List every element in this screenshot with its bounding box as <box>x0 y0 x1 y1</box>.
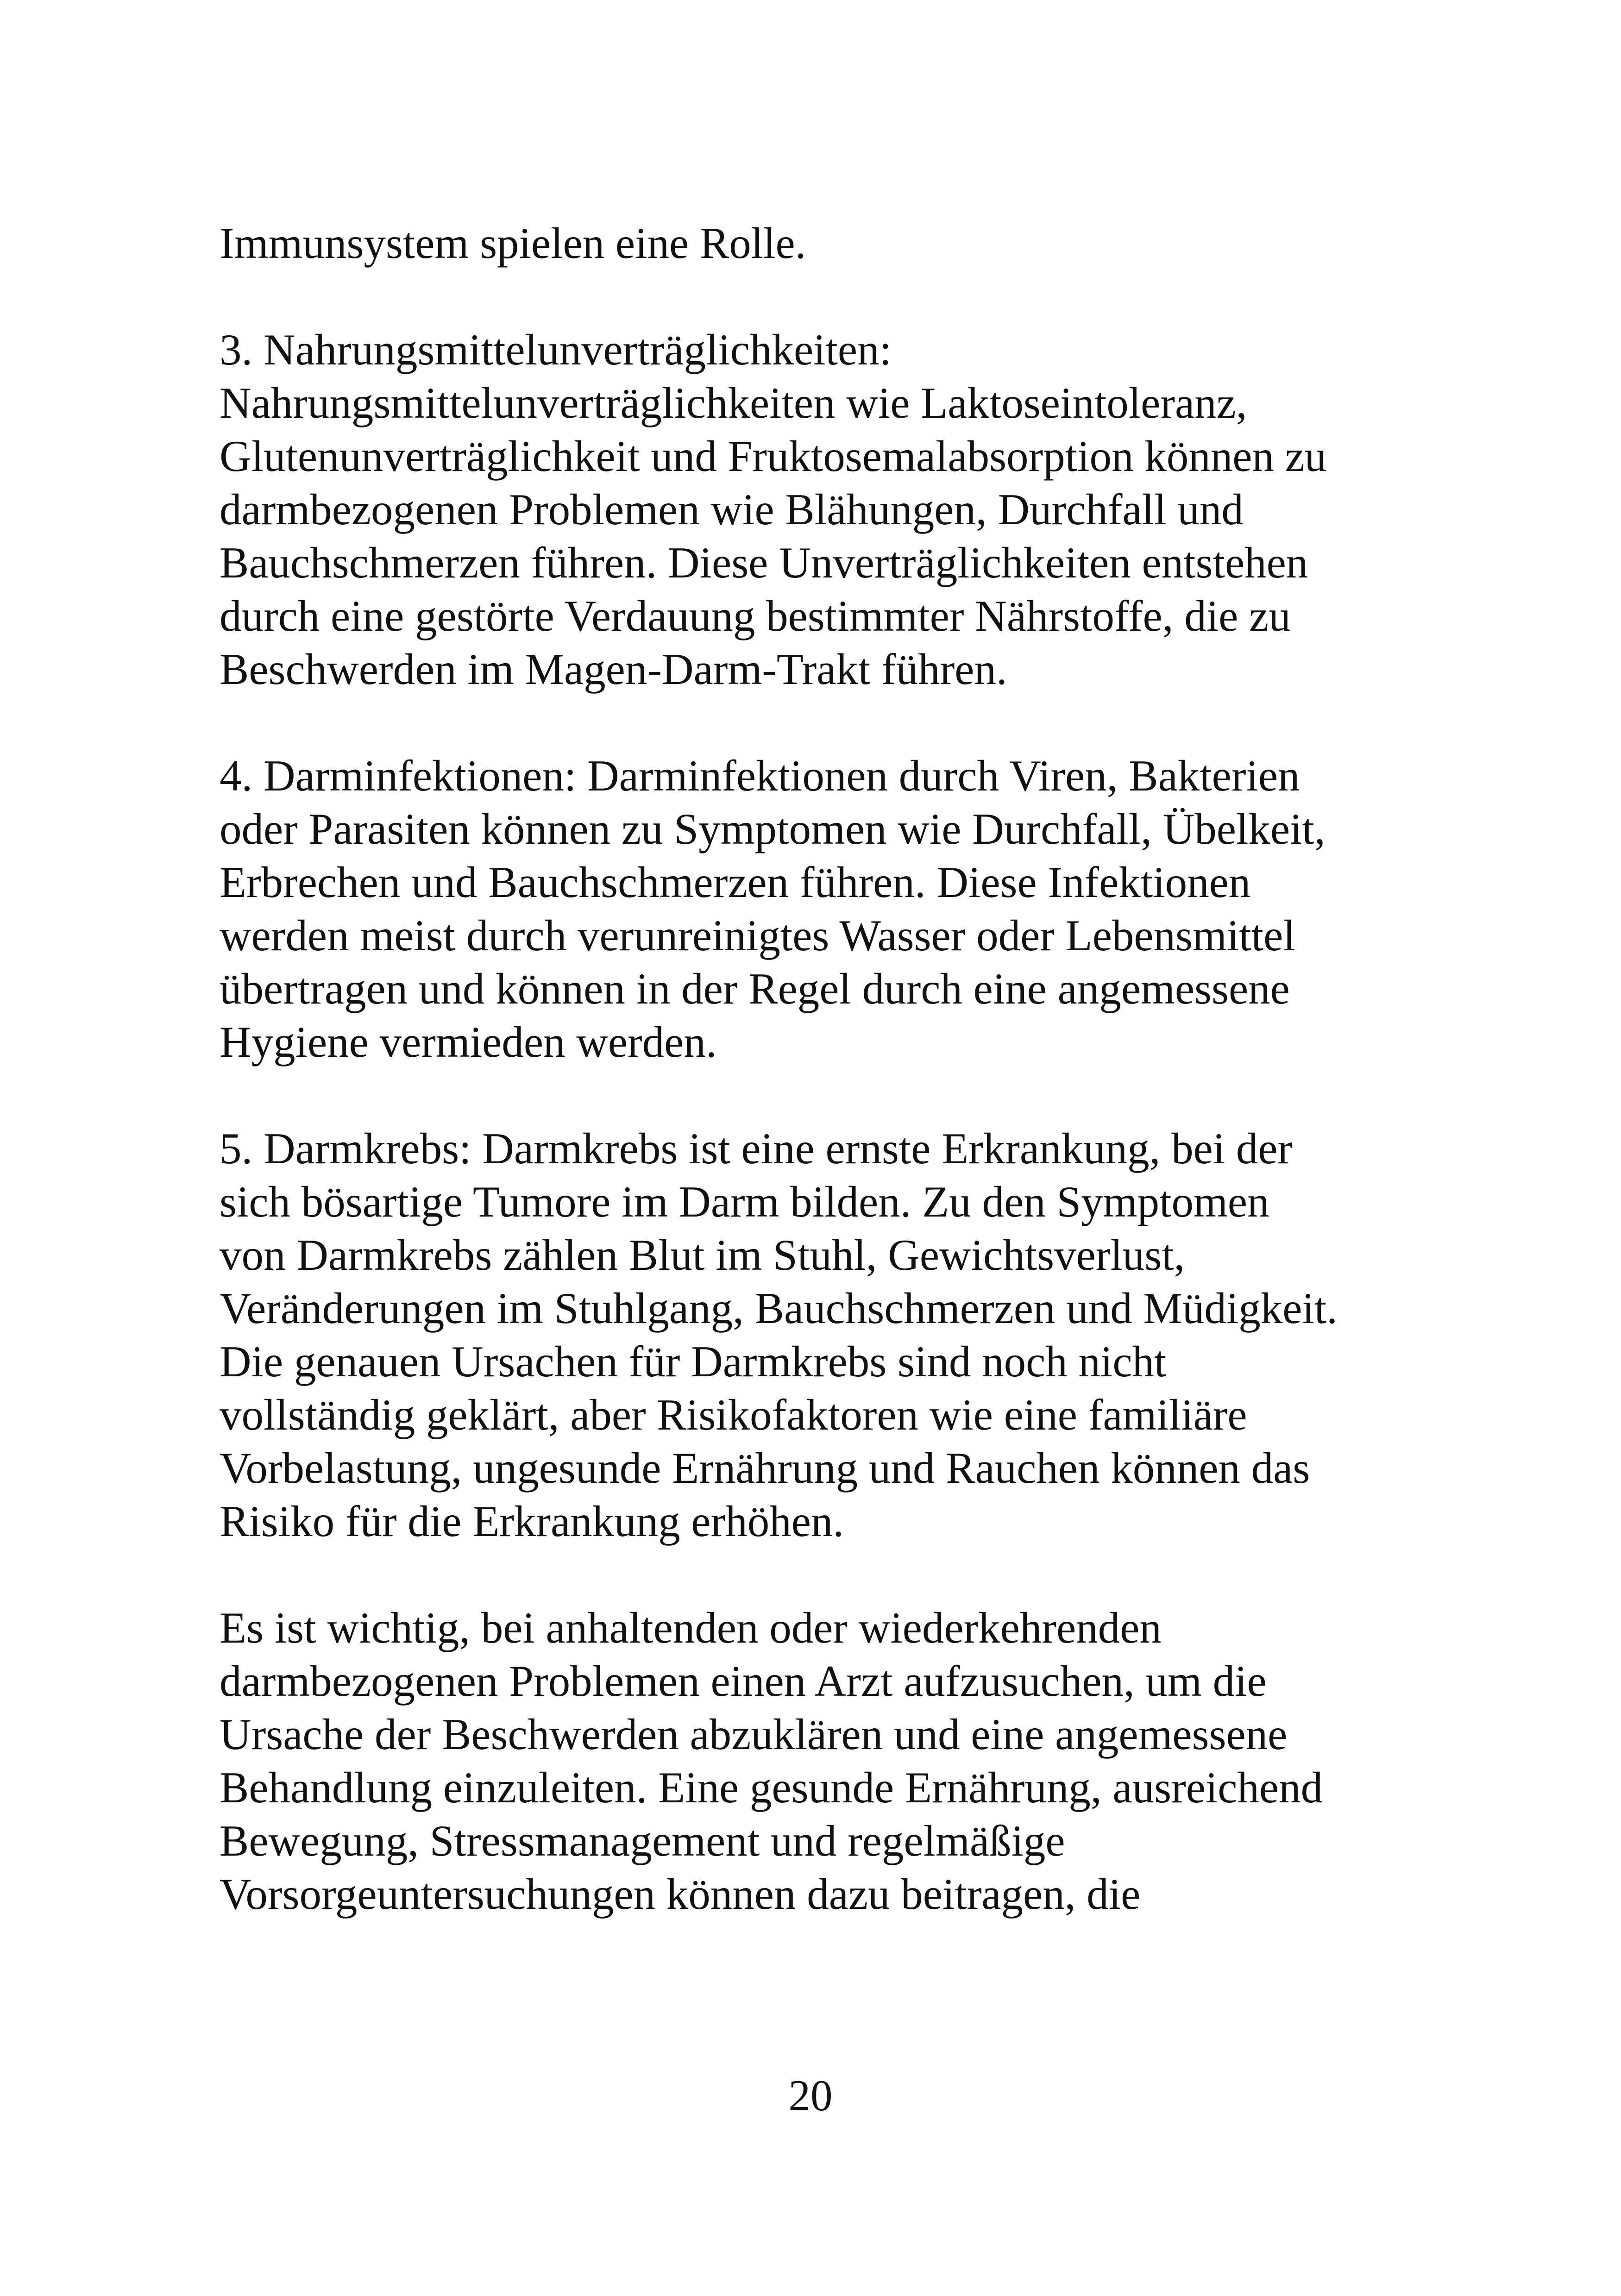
paragraph-intro-continuation: Immunsystem spielen eine Rolle. <box>220 219 806 268</box>
page-number: 20 <box>788 2071 833 2120</box>
paragraph-colon-cancer: 5. Darmkrebs: Darmkrebs ist eine ernste Erkrankung, bei der sich bösartige Tumore im Darm bilden. Zu den Symptomen von Darmkrebs zählen Blut im Stuhl, Gewichtsverlust, Veränderungen im Stuhlgang, Bauchschmerzen und Müdigkeit. Die genauen Ursachen für Darmkrebs sind noch nicht vollständig geklärt, aber Risikofaktoren wie eine familiäre Vorbelastung, ungesunde Ernährung und Rauchen können das Risiko für die Erkrankung erhöhen. <box>220 1124 1338 1546</box>
paragraph-food-intolerances: 3. Nahrungsmittelunverträglichkeiten: Nahrungsmittelunverträglichkeiten wie Laktoseintoleranz, Glutenunverträglichkeit und Fruktosemalabsorption können zu darmbezogenen Problemen wie Blähungen, Durchfall und Bauchschmerzen führen. Diese Unverträglichkeiten entstehen durch eine gestörte Verdauung bestimmter Nährstoffe, die zu Beschwerden im Magen-Darm-Trakt führen. <box>220 325 1327 694</box>
paragraph-conclusion: Es ist wichtig, bei anhaltenden oder wiederkehrenden darmbezogenen Problemen einen Arzt aufzusuchen, um die Ursache der Beschwerden abzuklären und eine angemessene Behandlung einzuleiten. Eine gesunde Ernährung, ausreichend Bewegung, Stressmanagement und regelmäßige Vorsorgeuntersuchungen können dazu beitragen, die <box>220 1603 1323 1919</box>
paragraph-intestinal-infections: 4. Darminfektionen: Darminfektionen durch Viren, Bakterien oder Parasiten können zu Symptomen wie Durchfall, Übelkeit, Erbrechen und Bauchschmerzen führen. Diese Infektionen werden meist durch verunreinigtes Wasser oder Lebensmittel übertragen und können in der Regel durch eine angemessene Hygiene vermieden werden. <box>220 751 1326 1066</box>
